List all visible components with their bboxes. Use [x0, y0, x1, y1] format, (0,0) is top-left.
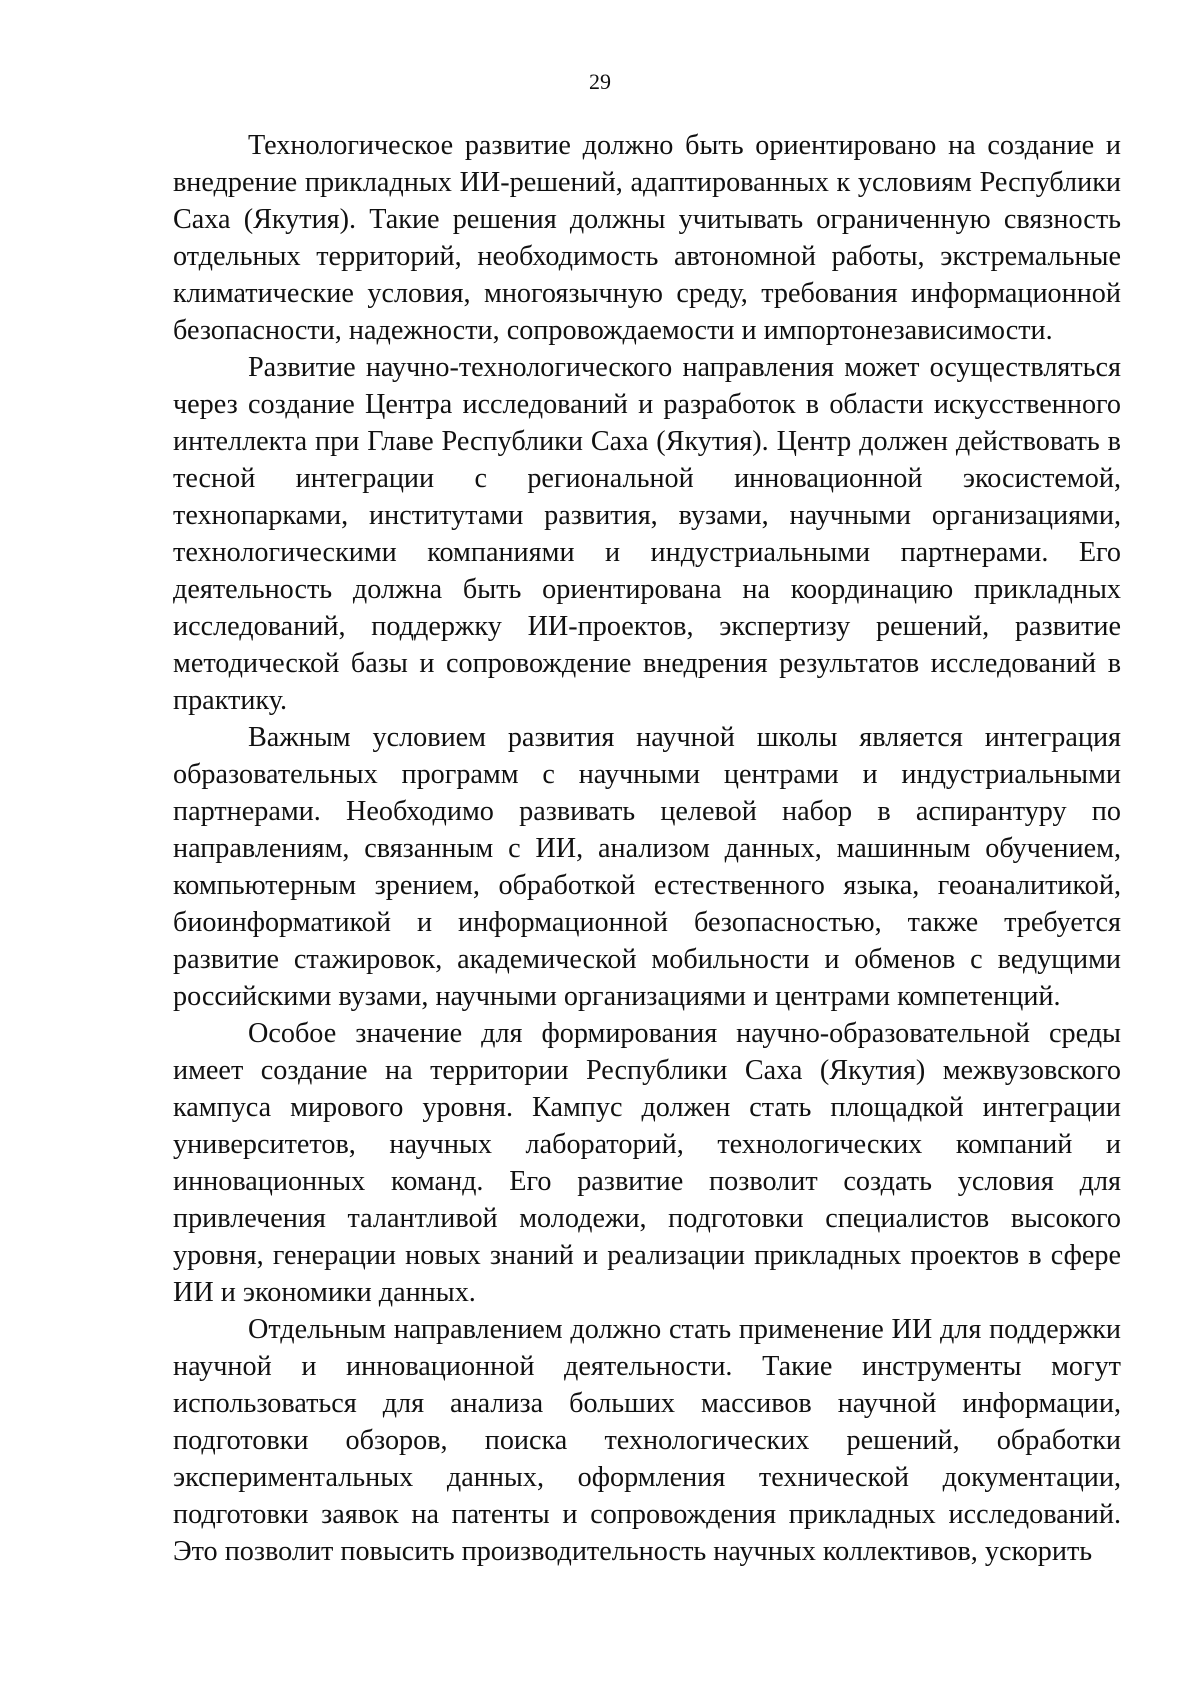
document-body	[173, 127, 1121, 1570]
paragraph-campus: Особое значение для формирования научно-образовательной среды имеет создание на территории Республики Саха (Якутия) межвузовского кампуса мирового уровня. Кампус должен стать площадкой интеграции университетов, научных лабораторий, технологических компаний и инновационных команд. Его развитие позволит создать условия для привлечения талантливой молодежи, подготовки специалистов высокого уровня, генерации новых знаний и реализации прикладных проектов в сфере ИИ и экономики данных.	[173, 1018, 1121, 1308]
paragraph-scientific-school: Важным условием развития научной школы является интеграция образовательных программ с научными центрами и индустриальными партнерами. Необходимо развивать целевой набор в аспирантуру по направлениям, связанным с ИИ, анализом данных, машинным обучением, компьютерным зрением, обработкой естественного языка, геоаналитикой, биоинформатикой и информационной безопасностью, также требуется развитие стажировок, академической мобильности и обменов с ведущими российскими вузами, научными организациями и центрами компетенций.	[173, 722, 1121, 1012]
paragraph-technological-development: Технологическое развитие должно быть ориентировано на создание и внедрение прикладных ИИ-решений, адаптированных к условиям Республики Саха (Якутия). Такие решения должны учитывать ограниченную связность отдельных территорий, необходимость автономной работы, экстремальные климатические условия, многоязычную среду, требования информационной безопасности, надежности, сопровождаемости и импортонезависимости.	[173, 130, 1121, 346]
paragraph-ai-for-science: Отдельным направлением должно стать применение ИИ для поддержки научной и инновационной деятельности. Такие инструменты могут использоваться для анализа больших массивов научной информации, подготовки обзоров, поиска технологических решений, обработки экспериментальных данных, оформления технической документации, подготовки заявок на патенты и сопровождения прикладных исследований. Это позволит повысить производительность научных коллективов, ускорить	[173, 1314, 1121, 1567]
page-number: 29	[589, 69, 611, 94]
paragraph-research-center: Развитие научно-технологического направления может осуществляться через создание Центра исследований и разработок в области искусственного интеллекта при Главе Республики Саха (Якутия). Центр должен действовать в тесной интеграции с региональной инновационной экосистемой, технопарками, институтами развития, вузами, научными организациями, технологическими компаниями и индустриальными партнерами. Его деятельность должна быть ориентирована на координацию прикладных исследований, поддержку ИИ-проектов, экспертизу решений, развитие методической базы и сопровождение внедрения результатов исследований в практику.	[173, 352, 1121, 716]
